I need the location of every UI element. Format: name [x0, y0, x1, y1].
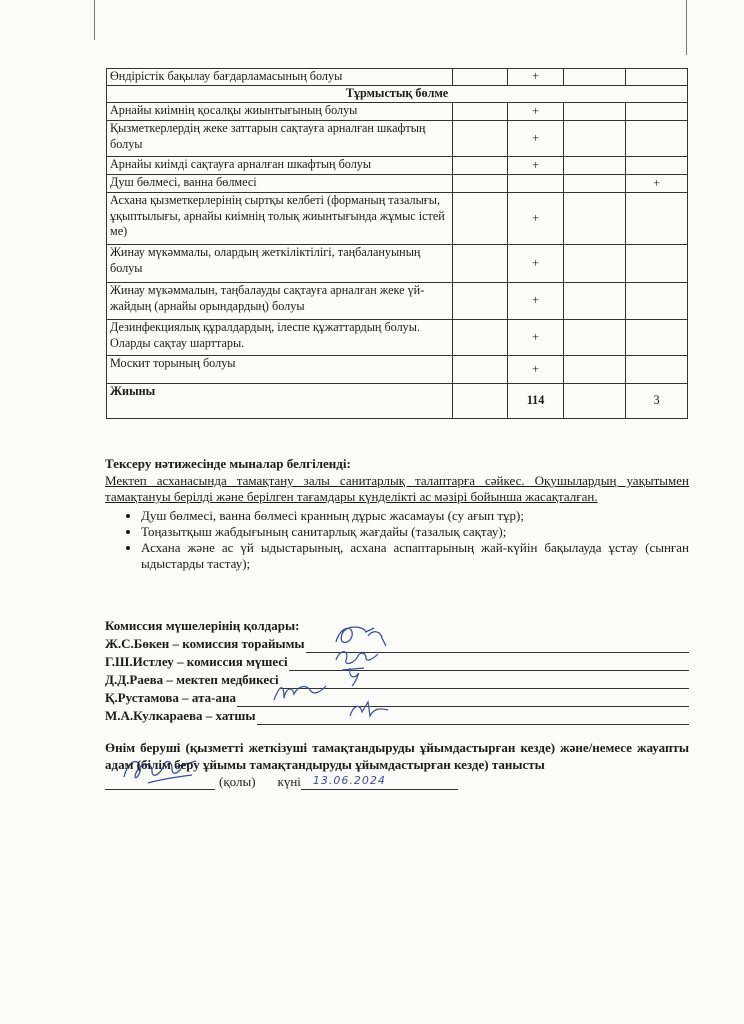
row-mark — [626, 245, 688, 283]
row-mark — [508, 175, 564, 193]
date-label: күні — [277, 774, 301, 789]
row-mark — [626, 103, 688, 121]
row-label: Москит торының болуы — [107, 356, 453, 384]
page-edge-right — [686, 0, 687, 55]
table-row — [107, 175, 688, 193]
date-blank — [301, 775, 458, 790]
row-mark: + — [508, 283, 564, 320]
commission-signatures — [105, 617, 689, 725]
checklist-table — [106, 68, 688, 419]
row-label: Жинау мүкәммалы, олардың жеткіліктілігі, таңбалануының болуы — [107, 245, 453, 283]
row-label: Жинау мүкәммалын, таңбалауды сақтауға арналған жеке үй-жайдың (арнайы орындардың) болуы — [107, 283, 453, 320]
table-row — [107, 69, 688, 86]
row-label: Дезинфекциялық құралдардың, ілеспе құжаттардың болуы. Оларды сақтау шарттары. — [107, 320, 453, 356]
total-value: 114 — [508, 384, 564, 419]
row-label: Қызметкерлердің жеке заттарын сақтауға арналған шкафтың болуы — [107, 121, 453, 157]
row-label: Өндірістік бақылау бағдарламасының болуы — [107, 69, 453, 86]
total-row — [107, 384, 688, 419]
supplier-text: Өнім беруші (қызметті жеткізуші тамақтандыруды ұйымдастырған кезде) және/немесе жауапты адам (білім беру ұйымы тамақтандыруды ұйымдастырған кезде) танысты — [105, 740, 689, 772]
row-label: Арнайы киімді сақтауға арналған шкафтың болуы — [107, 157, 453, 175]
row-mark: + — [508, 193, 564, 245]
signature-line — [237, 693, 689, 707]
row-mark: + — [626, 175, 688, 193]
table-row — [107, 103, 688, 121]
table-row — [107, 121, 688, 157]
table-row — [107, 245, 688, 283]
member-name: Қ.Рустамова – ата-ана — [105, 690, 236, 705]
commission-title: Комиссия мүшелерінің қолдары: — [105, 618, 300, 633]
row-mark: + — [508, 320, 564, 356]
handwritten-date: 13.06.2024 — [312, 774, 386, 787]
page-edge-left — [94, 0, 95, 40]
signature-row — [105, 671, 689, 689]
supplier-sign-line — [105, 773, 689, 790]
row-mark — [626, 356, 688, 384]
total-value: 3 — [626, 384, 688, 419]
findings-title: Тексеру нәтижесінде мыналар белгіленді: — [105, 456, 351, 471]
row-mark — [626, 283, 688, 320]
row-mark: + — [508, 157, 564, 175]
supplier-acknowledgement — [105, 739, 689, 790]
signature-line — [280, 675, 689, 689]
row-mark — [626, 121, 688, 157]
signature-row — [105, 689, 689, 707]
row-label: Асхана қызметкерлерінің сыртқы келбеті (форманың тазалығы, ұқыптылығы, арнайы киімнің толық жиынтығында жұмыс істей ме) — [107, 193, 453, 245]
signature-row — [105, 653, 689, 671]
findings-section — [105, 456, 689, 572]
row-mark: + — [508, 69, 564, 86]
row-label: Арнайы киімнің қосалқы жиынтығының болуы — [107, 103, 453, 121]
row-label: Душ бөлмесі, ванна бөлмесі — [107, 175, 453, 193]
row-mark: + — [508, 356, 564, 384]
section-title: Тұрмыстық бөлме — [107, 86, 688, 103]
list-item: • Тоңазытқыш жабдығының санитарлық жағдайы (тазалық сақтау); — [141, 524, 689, 540]
signature-row — [105, 635, 689, 653]
findings-list — [105, 508, 689, 572]
table-row — [107, 193, 688, 245]
sign-blank — [105, 775, 215, 790]
table-row — [107, 283, 688, 320]
list-item: • Душ бөлмесі, ванна бөлмесі кранның дұрыс жасамауы (су ағып тұр); — [141, 508, 689, 524]
signature-line — [306, 639, 689, 653]
list-item: • Асхана және ас үй ыдыстарының, асхана аспаптарының жай-күйін бақылауда ұстау (сынған ыдыстарды тастау); — [141, 540, 689, 572]
row-mark — [626, 320, 688, 356]
row-mark: + — [508, 245, 564, 283]
total-label: Жиыны — [107, 384, 453, 419]
member-name: Д.Д.Раева – мектеп медбикесі — [105, 672, 279, 687]
row-mark: + — [508, 121, 564, 157]
signature-row — [105, 707, 689, 725]
table-row — [107, 356, 688, 384]
signature-line — [257, 711, 689, 725]
row-mark — [626, 193, 688, 245]
sign-label: (қолы) — [219, 774, 256, 789]
signature-line — [289, 657, 689, 671]
row-mark — [626, 69, 688, 86]
findings-paragraph: Мектеп асханасында тамақтану залы санитарлық талаптарға сәйкес. Оқушылардың уақытымен тамақтануы берілді және берілген тағамдары күнделікті ас мәзірі бойынша жасақталған. — [105, 473, 689, 504]
row-mark — [626, 157, 688, 175]
member-name: Г.Ш.Истлеу – комиссия мүшесі — [105, 654, 288, 669]
section-row — [107, 86, 688, 103]
member-name: М.А.Кулкараева – хатшы — [105, 708, 256, 723]
table-row — [107, 320, 688, 356]
member-name: Ж.С.Бөкен – комиссия торайымы — [105, 636, 305, 651]
row-mark: + — [508, 103, 564, 121]
table-row — [107, 157, 688, 175]
